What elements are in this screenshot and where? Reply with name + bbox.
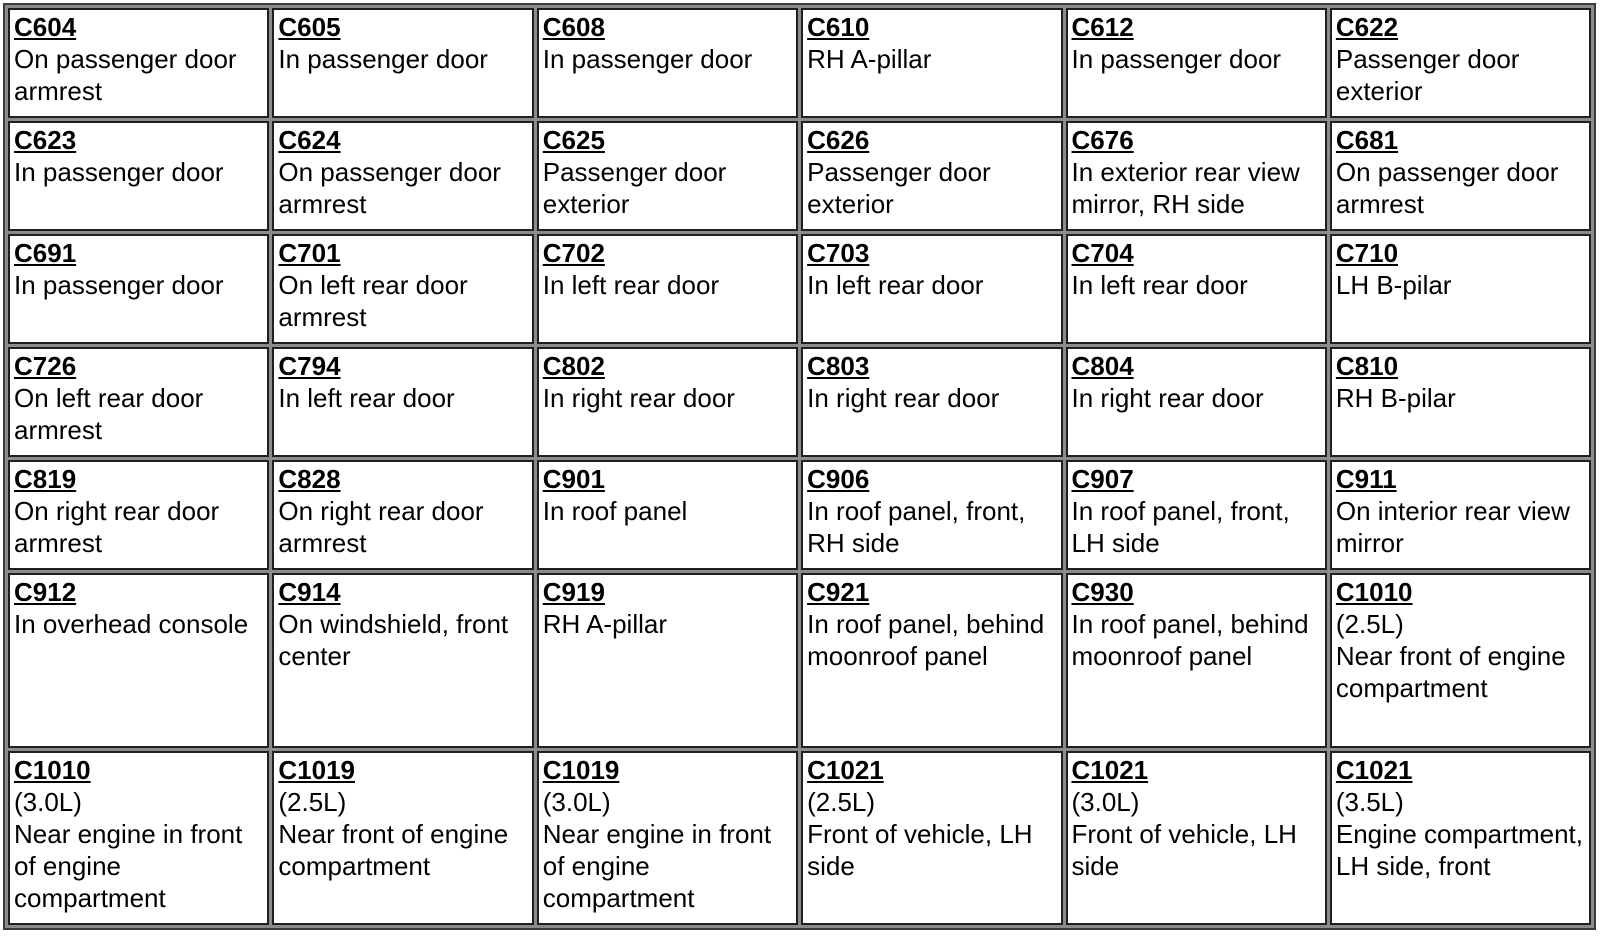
connector-id-link[interactable]: C810 <box>1335 351 1399 381</box>
connector-cell <box>272 347 533 457</box>
connector-cell <box>8 573 269 748</box>
connector-id-link[interactable]: C1019 <box>278 755 355 785</box>
connector-cell <box>1330 347 1591 457</box>
connector-cell <box>801 234 1062 344</box>
connector-id-link[interactable]: C911 <box>1335 464 1397 494</box>
connector-cell <box>801 751 1062 925</box>
connector-location-text: In overhead console <box>14 609 249 639</box>
connector-cell <box>537 121 798 231</box>
connector-location-text: On left rear door armrest <box>278 270 468 332</box>
connector-location-text: In right rear door <box>1071 383 1264 413</box>
connector-cell <box>537 8 798 118</box>
connector-cell <box>8 751 269 925</box>
engine-variant-label: (2.5L) <box>278 787 347 817</box>
connector-location-text: In roof panel, behind moonroof panel <box>807 609 1045 671</box>
connector-location-text: LH B-pilar <box>1335 270 1452 300</box>
connector-cell <box>801 121 1062 231</box>
connector-id-link[interactable]: C681 <box>1335 125 1399 155</box>
connector-id-link[interactable]: C704 <box>1071 238 1134 268</box>
connector-cell <box>801 347 1062 457</box>
connector-location-text: Near front of engine compartment <box>1335 641 1566 703</box>
engine-variant-label: (3.0L) <box>14 787 82 817</box>
table-row <box>8 121 1591 231</box>
connector-location-text: On right rear door armrest <box>278 496 484 558</box>
connector-cell <box>801 460 1062 570</box>
connector-cell <box>272 8 533 118</box>
connector-location-text: In passenger door <box>542 44 753 74</box>
connector-id-link[interactable]: C626 <box>807 125 870 155</box>
connector-location-text: On left rear door armrest <box>14 383 204 445</box>
connector-id-link[interactable]: C703 <box>807 238 870 268</box>
connector-id-link[interactable]: C914 <box>278 577 341 607</box>
connector-cell <box>537 347 798 457</box>
connector-location-text: Front of vehicle, LH side <box>1071 819 1297 881</box>
connector-cell <box>1066 573 1327 748</box>
connector-id-link[interactable]: C625 <box>542 125 605 155</box>
connector-id-link[interactable]: C919 <box>542 577 605 607</box>
connector-id-link[interactable]: C691 <box>14 238 77 268</box>
connector-id-link[interactable]: C1021 <box>1335 755 1413 785</box>
connector-id-link[interactable]: C794 <box>278 351 341 381</box>
connector-location-text: On passenger door armrest <box>278 157 501 219</box>
connector-cell <box>272 460 533 570</box>
engine-variant-label: (2.5L) <box>1335 609 1404 639</box>
connector-location-text: On windshield, front center <box>278 609 509 671</box>
connector-id-link[interactable]: C804 <box>1071 351 1134 381</box>
table-row <box>8 573 1591 748</box>
connector-cell <box>1330 460 1591 570</box>
connector-id-link[interactable]: C726 <box>14 351 77 381</box>
engine-variant-label: (3.0L) <box>1071 787 1140 817</box>
connector-cell <box>537 573 798 748</box>
connector-location-text: In right rear door <box>807 383 1000 413</box>
connector-id-link[interactable]: C1010 <box>14 755 91 785</box>
connector-location-text: In exterior rear view mirror, RH side <box>1071 157 1300 219</box>
connector-cell <box>272 121 533 231</box>
connector-cell <box>272 751 533 925</box>
table-row <box>8 460 1591 570</box>
connector-cell <box>8 234 269 344</box>
connector-cell <box>8 8 269 118</box>
connector-location-text: RH B-pilar <box>1335 383 1456 413</box>
connector-cell <box>1066 460 1327 570</box>
connector-cell <box>1066 8 1327 118</box>
table-row <box>8 347 1591 457</box>
table-row <box>8 234 1591 344</box>
connector-location-text: In passenger door <box>14 270 224 300</box>
connector-cell <box>1066 751 1327 925</box>
connector-location-text: On right rear door armrest <box>14 496 220 558</box>
connector-cell <box>272 234 533 344</box>
connector-id-link[interactable]: C828 <box>278 464 341 494</box>
connector-cell <box>8 121 269 231</box>
connector-id-link[interactable]: C710 <box>1335 238 1399 268</box>
connector-cell <box>1330 573 1591 748</box>
connector-id-link[interactable]: C702 <box>542 238 605 268</box>
connector-id-link[interactable]: C901 <box>542 464 605 494</box>
connector-location-text: Passenger door exterior <box>542 157 727 219</box>
connector-id-link[interactable]: C803 <box>807 351 870 381</box>
connector-cell <box>1066 234 1327 344</box>
connector-location-text: Near front of engine compartment <box>278 819 509 881</box>
connector-id-link[interactable]: C623 <box>14 125 77 155</box>
connector-location-text: In passenger door <box>14 157 224 187</box>
table-row <box>8 8 1591 118</box>
connector-location-text: Near engine in front of engine compartment <box>14 819 243 913</box>
connector-id-link[interactable]: C906 <box>807 464 870 494</box>
connector-cell <box>8 347 269 457</box>
connector-location-text: Near engine in front of engine compartment <box>542 819 772 913</box>
connector-id-link[interactable]: C610 <box>807 12 870 42</box>
connector-id-link[interactable]: C608 <box>542 12 605 42</box>
connector-id-link[interactable]: C912 <box>14 577 77 607</box>
connector-id-link[interactable]: C605 <box>278 12 341 42</box>
connector-id-link[interactable]: C921 <box>807 577 870 607</box>
connector-id-link[interactable]: C1021 <box>807 755 884 785</box>
connector-id-link[interactable]: C1010 <box>1335 577 1413 607</box>
connector-cell <box>1330 751 1591 925</box>
connector-location-text: In roof panel, front, LH side <box>1071 496 1290 558</box>
connector-cell <box>801 573 1062 748</box>
connector-location-text: Engine compartment, LH side, front <box>1335 819 1584 881</box>
connector-cell <box>801 8 1062 118</box>
connector-location-text: On passenger door armrest <box>1335 157 1559 219</box>
connector-location-text: In left rear door <box>542 270 720 300</box>
connector-location-text: RH A-pillar <box>542 609 667 639</box>
connector-location-text: In roof panel, behind moonroof panel <box>1071 609 1309 671</box>
connector-id-link[interactable]: C1021 <box>1071 755 1149 785</box>
connector-cell <box>1066 347 1327 457</box>
connector-location-text: In passenger door <box>1071 44 1282 74</box>
connector-location-text: Passenger door exterior <box>1335 44 1520 106</box>
connector-location-text: In roof panel, front, RH side <box>807 496 1026 558</box>
connector-location-text: On interior rear view mirror <box>1335 496 1570 558</box>
connector-cell <box>1066 121 1327 231</box>
connector-id-link[interactable]: C930 <box>1071 577 1134 607</box>
connector-id-link[interactable]: C676 <box>1071 125 1134 155</box>
connector-cell <box>537 460 798 570</box>
connector-location-table <box>3 3 1596 930</box>
table-body <box>8 8 1591 925</box>
connector-id-link[interactable]: C701 <box>278 238 341 268</box>
engine-variant-label: (3.5L) <box>1335 787 1404 817</box>
engine-variant-label: (2.5L) <box>807 787 876 817</box>
connector-cell <box>1330 234 1591 344</box>
connector-cell <box>537 751 798 925</box>
connector-id-link[interactable]: C907 <box>1071 464 1134 494</box>
connector-location-text: Front of vehicle, LH side <box>807 819 1033 881</box>
connector-cell <box>1330 121 1591 231</box>
connector-location-text: On passenger door armrest <box>14 44 237 106</box>
connector-location-text: In right rear door <box>542 383 735 413</box>
table-row <box>8 751 1591 925</box>
connector-location-text: Passenger door exterior <box>807 157 991 219</box>
connector-location-text: In left rear door <box>807 270 984 300</box>
connector-location-text: In left rear door <box>278 383 455 413</box>
connector-id-link[interactable]: C612 <box>1071 12 1134 42</box>
connector-location-text: In roof panel <box>542 496 688 526</box>
connector-id-link[interactable]: C1019 <box>542 755 620 785</box>
connector-location-text: In left rear door <box>1071 270 1248 300</box>
connector-id-link[interactable]: C624 <box>278 125 341 155</box>
connector-cell <box>537 234 798 344</box>
connector-id-link[interactable]: C604 <box>14 12 77 42</box>
connector-location-text: In passenger door <box>278 44 488 74</box>
connector-id-link[interactable]: C622 <box>1335 12 1399 42</box>
connector-id-link[interactable]: C802 <box>542 351 605 381</box>
connector-id-link[interactable]: C819 <box>14 464 77 494</box>
connector-location-text: RH A-pillar <box>807 44 932 74</box>
engine-variant-label: (3.0L) <box>542 787 611 817</box>
connector-cell <box>272 573 533 748</box>
connector-cell <box>8 460 269 570</box>
connector-cell <box>1330 8 1591 118</box>
